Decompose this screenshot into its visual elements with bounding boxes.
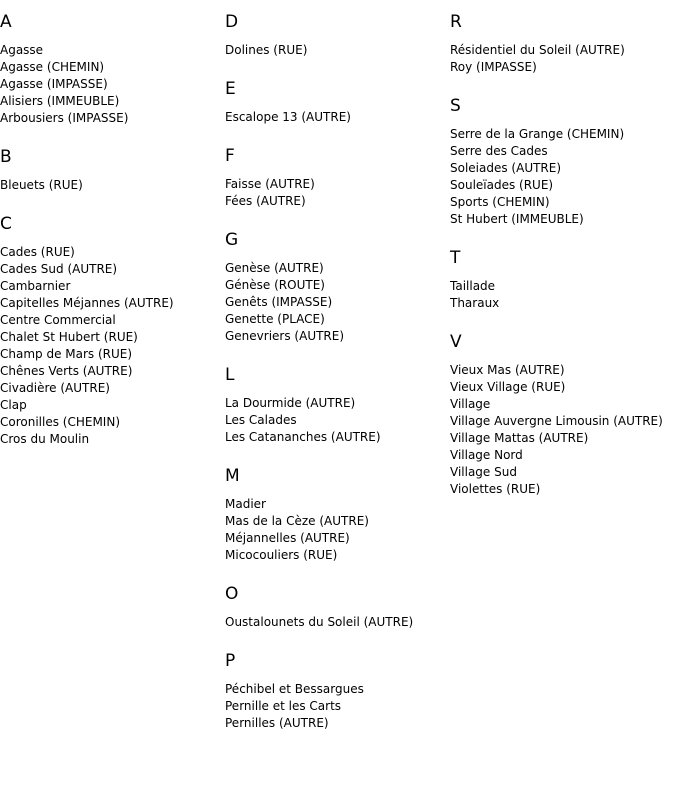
street-item[interactable]: Serre de la Grange (CHEMIN) <box>450 127 625 141</box>
street-item[interactable]: Souleïades (RUE) <box>450 178 554 192</box>
street-item[interactable]: Village Auvergne Limousin (AUTRE) <box>450 414 663 428</box>
street-item[interactable]: Pernilles (AUTRE) <box>225 716 329 730</box>
street-item[interactable]: Mas de la Cèze (AUTRE) <box>225 514 369 528</box>
index-column-1 <box>0 0 225 468</box>
street-item[interactable]: Cros du Moulin <box>0 432 90 446</box>
letter-group-p <box>225 651 450 732</box>
street-item[interactable]: Alisiers (IMMEUBLE) <box>0 94 120 108</box>
letter-group-v <box>450 332 675 498</box>
letter-group-c <box>0 214 225 448</box>
street-item[interactable]: Oustalounets du Soleil (AUTRE) <box>225 615 414 629</box>
street-item[interactable]: Village Mattas (AUTRE) <box>450 431 589 445</box>
letter-heading: L <box>225 365 235 385</box>
street-item[interactable]: Soleiades (AUTRE) <box>450 161 562 175</box>
street-item[interactable]: Village Sud <box>450 465 517 479</box>
street-item[interactable]: Les Catananches (AUTRE) <box>225 430 381 444</box>
letter-group-e <box>225 79 450 126</box>
street-item[interactable]: Chênes Verts (AUTRE) <box>0 364 133 378</box>
street-item[interactable]: Genêts (IMPASSE) <box>225 295 333 309</box>
street-item[interactable]: Cades (RUE) <box>0 245 75 259</box>
street-list <box>225 395 450 446</box>
street-item[interactable]: Village <box>450 397 491 411</box>
street-item[interactable]: Clap <box>0 398 27 412</box>
street-item[interactable]: Bleuets (RUE) <box>0 178 83 192</box>
letter-heading: E <box>225 79 236 99</box>
street-item[interactable]: Chalet St Hubert (RUE) <box>0 330 138 344</box>
street-item[interactable]: Pernille et les Carts <box>225 699 342 713</box>
street-list <box>225 109 450 126</box>
street-item[interactable]: Péchibel et Bessargues <box>225 682 364 696</box>
street-item[interactable]: Arbousiers (IMPASSE) <box>0 111 129 125</box>
letter-heading: P <box>225 651 236 671</box>
street-item[interactable]: Champ de Mars (RUE) <box>0 347 133 361</box>
letter-heading: G <box>225 230 239 250</box>
street-item[interactable]: Agasse (CHEMIN) <box>0 60 105 74</box>
street-list <box>0 42 225 127</box>
letter-heading: F <box>225 146 235 166</box>
letter-heading: S <box>450 96 461 116</box>
street-item[interactable]: Serre des Cades <box>450 144 548 158</box>
street-item[interactable]: Escalope 13 (AUTRE) <box>225 110 351 124</box>
street-list <box>225 496 450 564</box>
street-item[interactable]: Vieux Village (RUE) <box>450 380 566 394</box>
letter-group-t <box>450 248 675 312</box>
letter-group-g <box>225 230 450 345</box>
street-item[interactable]: Faisse (AUTRE) <box>225 177 315 191</box>
street-list <box>450 126 675 228</box>
street-item[interactable]: Civadière (AUTRE) <box>0 381 110 395</box>
letter-group-f <box>225 146 450 210</box>
street-list <box>450 42 675 76</box>
street-list <box>0 244 225 448</box>
street-item[interactable]: Genevriers (AUTRE) <box>225 329 345 343</box>
street-item[interactable]: Genette (PLACE) <box>225 312 325 326</box>
letter-group-l <box>225 365 450 446</box>
letter-heading: B <box>0 147 12 167</box>
street-item[interactable]: Tharaux <box>450 296 500 310</box>
letter-heading: T <box>450 248 461 268</box>
street-item[interactable]: Les Calades <box>225 413 297 427</box>
street-item[interactable]: Agasse (IMPASSE) <box>0 77 108 91</box>
street-item[interactable]: Roy (IMPASSE) <box>450 60 537 74</box>
index-column-3 <box>450 0 675 518</box>
street-item[interactable]: Genèse (AUTRE) <box>225 261 324 275</box>
street-list <box>225 42 450 59</box>
street-list <box>225 614 450 631</box>
street-item[interactable]: Taillade <box>450 279 496 293</box>
street-item[interactable]: Capitelles Méjannes (AUTRE) <box>0 296 174 310</box>
street-item[interactable]: Cades Sud (AUTRE) <box>0 262 118 276</box>
street-list <box>450 362 675 498</box>
letter-heading: D <box>225 12 239 32</box>
street-item[interactable]: Résidentiel du Soleil (AUTRE) <box>450 43 625 57</box>
street-list <box>0 177 225 194</box>
street-list <box>225 260 450 345</box>
street-item[interactable]: St Hubert (IMMEUBLE) <box>450 212 584 226</box>
letter-heading: V <box>450 332 462 352</box>
street-item[interactable]: Micocouliers (RUE) <box>225 548 338 562</box>
letter-group-m <box>225 466 450 564</box>
letter-group-a <box>0 12 225 127</box>
street-list <box>450 278 675 312</box>
street-item[interactable]: Fées (AUTRE) <box>225 194 306 208</box>
letter-heading: M <box>225 466 240 486</box>
street-item[interactable]: Coronilles (CHEMIN) <box>0 415 121 429</box>
street-item[interactable]: Agasse <box>0 43 44 57</box>
street-list <box>225 681 450 732</box>
street-item[interactable]: Vieux Mas (AUTRE) <box>450 363 565 377</box>
street-item[interactable]: Madier <box>225 497 266 511</box>
index-column-2 <box>225 0 450 752</box>
street-item[interactable]: Génèse (ROUTE) <box>225 278 325 292</box>
street-item[interactable]: Sports (CHEMIN) <box>450 195 550 209</box>
letter-group-d <box>225 12 450 59</box>
street-item[interactable]: La Dourmide (AUTRE) <box>225 396 356 410</box>
letter-group-o <box>225 584 450 631</box>
street-item[interactable]: Village Nord <box>450 448 523 462</box>
letter-heading: O <box>225 584 239 604</box>
street-item[interactable]: Dolines (RUE) <box>225 43 308 57</box>
letter-heading: A <box>0 12 12 32</box>
letter-heading: R <box>450 12 462 32</box>
letter-group-b <box>0 147 225 194</box>
street-item[interactable]: Méjannelles (AUTRE) <box>225 531 350 545</box>
street-item[interactable]: Cambarnier <box>0 279 71 293</box>
letter-heading: C <box>0 214 12 234</box>
street-list <box>225 176 450 210</box>
letter-group-s <box>450 96 675 228</box>
street-item[interactable]: Violettes (RUE) <box>450 482 541 496</box>
street-item[interactable]: Centre Commercial <box>0 313 116 327</box>
letter-group-r <box>450 12 675 76</box>
